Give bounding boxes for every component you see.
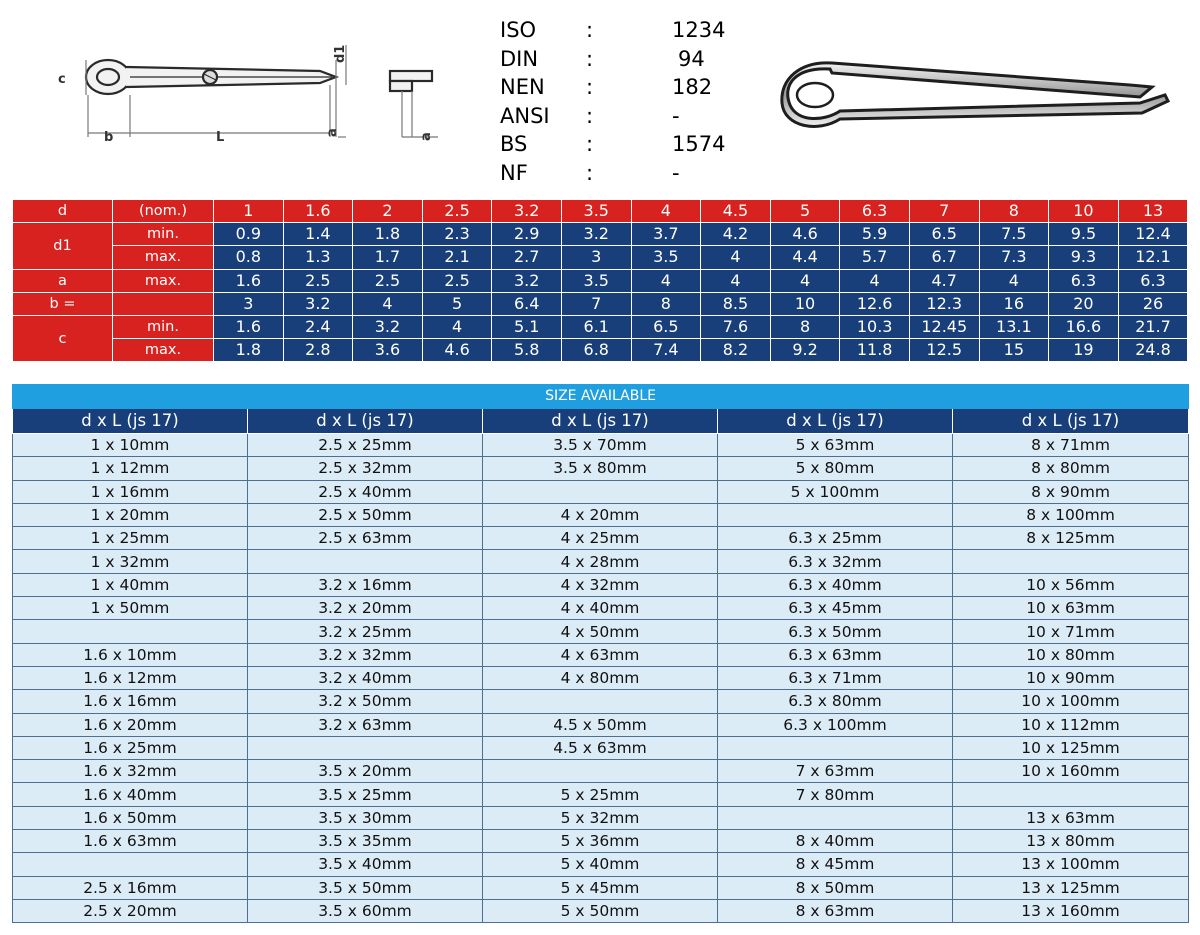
standard-value: 1574 — [672, 132, 726, 157]
spec-value: 3.2 — [561, 223, 631, 246]
spec-value: 8 — [770, 315, 840, 338]
size-cell: 1 x 20mm — [13, 503, 248, 526]
spec-value: 4.2 — [701, 223, 771, 246]
spec-value: 7.4 — [631, 339, 701, 362]
table-row — [13, 597, 1189, 620]
size-cell: 13 x 125mm — [953, 876, 1189, 899]
size-cell: 5 x 40mm — [483, 853, 718, 876]
size-cell: 5 x 50mm — [483, 899, 718, 922]
table-row — [13, 830, 1189, 853]
spec-value: 2.5 — [422, 269, 492, 292]
table-row — [13, 899, 1189, 922]
spec-value: 4 — [701, 246, 771, 269]
spec-value: 3.5 — [561, 269, 631, 292]
size-cell: 4.5 x 63mm — [483, 736, 718, 759]
size-cell: 3.5 x 70mm — [483, 434, 718, 457]
spec-row-sublabel: min. — [113, 315, 214, 338]
spec-value: 12.45 — [909, 315, 979, 338]
table-row — [13, 620, 1189, 643]
spec-value: 4 — [631, 269, 701, 292]
table-row — [13, 806, 1189, 829]
size-cell: 1.6 x 32mm — [13, 760, 248, 783]
table-row — [13, 876, 1189, 899]
size-cell: 1.6 x 63mm — [13, 830, 248, 853]
table-row — [13, 503, 1189, 526]
spec-value: 7.3 — [979, 246, 1049, 269]
spec-value: 12.6 — [840, 292, 910, 315]
spec-value: 2.5 — [353, 269, 423, 292]
spec-row-d — [13, 200, 1188, 223]
size-cell: 1 x 16mm — [13, 480, 248, 503]
size-cell: 1.6 x 20mm — [13, 713, 248, 736]
spec-row-label: d — [13, 200, 113, 223]
spec-value: 2.9 — [492, 223, 562, 246]
column-header: d x L (js 17) — [13, 409, 248, 434]
table-title: SIZE AVAILABLE — [13, 385, 1189, 409]
size-cell: 8 x 90mm — [953, 480, 1189, 503]
spec-value: 1.8 — [353, 223, 423, 246]
spec-value: 13.1 — [979, 315, 1049, 338]
size-cell: 6.3 x 71mm — [718, 666, 953, 689]
size-cell: 4.5 x 50mm — [483, 713, 718, 736]
size-cell: 5 x 63mm — [718, 434, 953, 457]
spec-row-sublabel: max. — [113, 339, 214, 362]
size-cell: 13 x 100mm — [953, 853, 1189, 876]
table-row — [13, 713, 1189, 736]
size-cell: 3.2 x 20mm — [248, 597, 483, 620]
standard-row-din — [500, 45, 760, 74]
size-cell — [483, 690, 718, 713]
standard-value: 1234 — [672, 18, 726, 42]
size-cell: 3.5 x 80mm — [483, 457, 718, 480]
spec-value: 6.3 — [840, 200, 910, 223]
spec-value: 6.3 — [1118, 269, 1188, 292]
standard-name: NEN — [500, 75, 545, 100]
standard-value: - — [672, 103, 680, 128]
spec-value: 7.6 — [701, 315, 771, 338]
spec-value: 12.5 — [909, 339, 979, 362]
size-cell — [953, 783, 1189, 806]
spec-value: 9.3 — [1049, 246, 1119, 269]
spec-value: 6.1 — [561, 315, 631, 338]
size-cell: 10 x 56mm — [953, 573, 1189, 596]
size-cell: 4 x 20mm — [483, 503, 718, 526]
size-cell: 3.2 x 16mm — [248, 573, 483, 596]
size-cell — [718, 503, 953, 526]
spec-value: 2.5 — [422, 200, 492, 223]
column-header: d x L (js 17) — [483, 409, 718, 434]
size-cell: 2.5 x 50mm — [248, 503, 483, 526]
standard-row-nf — [500, 159, 760, 188]
standard-colon: : — [586, 103, 594, 128]
spec-value: 2 — [353, 200, 423, 223]
spec-value: 9.5 — [1049, 223, 1119, 246]
table-row — [13, 736, 1189, 759]
standard-colon: : — [586, 46, 594, 71]
spec-value: 4 — [631, 200, 701, 223]
spec-value: 1.8 — [214, 339, 284, 362]
spec-value: 21.7 — [1118, 315, 1188, 338]
size-cell: 7 x 63mm — [718, 760, 953, 783]
spec-row-c-min — [13, 315, 1188, 338]
spec-value: 8 — [631, 292, 701, 315]
diagram-label-L: L — [216, 130, 225, 145]
spec-row-d1-max — [13, 246, 1188, 269]
standard-row-iso — [500, 16, 760, 45]
spec-value: 7.5 — [979, 223, 1049, 246]
size-cell: 4 x 80mm — [483, 666, 718, 689]
standard-name: DIN — [500, 46, 539, 71]
standard-row-nen — [500, 73, 760, 102]
spec-value: 5.8 — [492, 339, 562, 362]
spec-value: 2.4 — [283, 315, 353, 338]
standard-value: - — [672, 160, 680, 185]
size-cell: 5 x 36mm — [483, 830, 718, 853]
size-cell: 10 x 125mm — [953, 736, 1189, 759]
spec-value: 3.6 — [353, 339, 423, 362]
size-cell: 8 x 125mm — [953, 527, 1189, 550]
size-cell: 10 x 71mm — [953, 620, 1189, 643]
size-cell: 1 x 12mm — [13, 457, 248, 480]
spec-value: 6.7 — [909, 246, 979, 269]
size-cell: 3.2 x 40mm — [248, 666, 483, 689]
standard-name: BS — [500, 132, 528, 157]
spec-value: 4 — [770, 269, 840, 292]
spec-value: 16 — [979, 292, 1049, 315]
size-cell: 2.5 x 63mm — [248, 527, 483, 550]
table-row — [13, 643, 1189, 666]
size-cell: 5 x 45mm — [483, 876, 718, 899]
spec-value: 8.2 — [701, 339, 771, 362]
size-cell: 10 x 100mm — [953, 690, 1189, 713]
size-cell: 3.5 x 50mm — [248, 876, 483, 899]
table-row — [13, 760, 1189, 783]
table-row — [13, 527, 1189, 550]
size-cell: 5 x 100mm — [718, 480, 953, 503]
spec-value: 2.1 — [422, 246, 492, 269]
size-cell: 6.3 x 80mm — [718, 690, 953, 713]
size-cell — [248, 550, 483, 573]
spec-value: 9.2 — [770, 339, 840, 362]
size-cell: 6.3 x 50mm — [718, 620, 953, 643]
size-cell: 1.6 x 16mm — [13, 690, 248, 713]
spec-value: 3.2 — [353, 315, 423, 338]
standard-colon: : — [586, 132, 594, 157]
spec-value: 6.8 — [561, 339, 631, 362]
size-cell: 13 x 63mm — [953, 806, 1189, 829]
spec-value: 3.7 — [631, 223, 701, 246]
spec-value: 4 — [840, 269, 910, 292]
sizes-available-table — [12, 384, 1189, 923]
spec-row-sublabel: max. — [113, 269, 214, 292]
spec-value: 3.2 — [492, 269, 562, 292]
size-cell: 3.5 x 40mm — [248, 853, 483, 876]
spec-row-c-max — [13, 339, 1188, 362]
spec-value: 3.5 — [631, 246, 701, 269]
spec-row-label: c — [13, 315, 113, 361]
size-cell: 2.5 x 20mm — [13, 899, 248, 922]
size-cell: 13 x 160mm — [953, 899, 1189, 922]
spec-value: 2.7 — [492, 246, 562, 269]
table-row — [13, 480, 1189, 503]
size-cell: 8 x 45mm — [718, 853, 953, 876]
size-cell: 10 x 160mm — [953, 760, 1189, 783]
standard-colon: : — [586, 75, 594, 100]
spec-row-label: d1 — [13, 223, 113, 269]
spec-value: 4 — [979, 269, 1049, 292]
cotter-pin-product-image — [770, 55, 1180, 145]
size-cell: 3.2 x 63mm — [248, 713, 483, 736]
standard-value: 94 — [678, 46, 705, 71]
size-cell: 3.5 x 30mm — [248, 806, 483, 829]
size-cell — [483, 760, 718, 783]
column-header: d x L (js 17) — [248, 409, 483, 434]
size-cell: 1 x 10mm — [13, 434, 248, 457]
size-cell: 1.6 x 12mm — [13, 666, 248, 689]
size-cell — [248, 736, 483, 759]
spec-value: 12.1 — [1118, 246, 1188, 269]
size-cell: 1 x 25mm — [13, 527, 248, 550]
size-cell: 1 x 32mm — [13, 550, 248, 573]
size-cell: 6.3 x 100mm — [718, 713, 953, 736]
table-row — [13, 666, 1189, 689]
column-header: d x L (js 17) — [718, 409, 953, 434]
standard-row-ansi — [500, 102, 760, 131]
size-cell: 4 x 28mm — [483, 550, 718, 573]
size-cell: 3.5 x 60mm — [248, 899, 483, 922]
spec-value: 8 — [979, 200, 1049, 223]
size-cell: 3.5 x 25mm — [248, 783, 483, 806]
size-cell — [13, 853, 248, 876]
spec-value: 8.5 — [701, 292, 771, 315]
spec-value: 4 — [353, 292, 423, 315]
size-cell: 6.3 x 45mm — [718, 597, 953, 620]
size-cell: 2.5 x 16mm — [13, 876, 248, 899]
size-cell — [718, 736, 953, 759]
size-cell: 8 x 80mm — [953, 457, 1189, 480]
size-cell: 6.3 x 25mm — [718, 527, 953, 550]
spec-value: 3 — [561, 246, 631, 269]
size-cell: 13 x 80mm — [953, 830, 1189, 853]
spec-row-label: b = — [13, 292, 113, 315]
column-header: d x L (js 17) — [953, 409, 1189, 434]
standard-row-bs — [500, 130, 760, 159]
size-cell — [953, 550, 1189, 573]
size-cell: 1 x 50mm — [13, 597, 248, 620]
standard-value: 182 — [672, 75, 713, 100]
spec-value: 4 — [701, 269, 771, 292]
spec-row-d1-min — [13, 223, 1188, 246]
size-cell: 6.3 x 32mm — [718, 550, 953, 573]
size-cell: 5 x 32mm — [483, 806, 718, 829]
size-cell: 8 x 100mm — [953, 503, 1189, 526]
spec-value: 10.3 — [840, 315, 910, 338]
spec-value: 6.4 — [492, 292, 562, 315]
diagram-label-a: a — [325, 128, 340, 137]
table-row — [13, 690, 1189, 713]
spec-value: 12.4 — [1118, 223, 1188, 246]
size-cell: 4 x 40mm — [483, 597, 718, 620]
size-cell: 1.6 x 10mm — [13, 643, 248, 666]
standards-list — [500, 16, 760, 188]
spec-row-sublabel: (nom.) — [113, 200, 214, 223]
spec-value: 19 — [1049, 339, 1119, 362]
spec-value: 3.2 — [283, 292, 353, 315]
size-cell: 5 x 80mm — [718, 457, 953, 480]
size-cell: 7 x 80mm — [718, 783, 953, 806]
size-cell: 3.5 x 35mm — [248, 830, 483, 853]
spec-value: 4.6 — [770, 223, 840, 246]
spec-value: 4.4 — [770, 246, 840, 269]
size-cell: 3.5 x 20mm — [248, 760, 483, 783]
standard-name: ISO — [500, 18, 537, 42]
diagram-label-c: c — [58, 72, 66, 87]
size-cell: 5 x 25mm — [483, 783, 718, 806]
size-cell — [13, 620, 248, 643]
standard-colon: : — [586, 160, 594, 185]
spec-value: 7 — [909, 200, 979, 223]
spec-value: 7 — [561, 292, 631, 315]
size-cell: 4 x 50mm — [483, 620, 718, 643]
spec-value: 5 — [770, 200, 840, 223]
size-cell: 8 x 40mm — [718, 830, 953, 853]
spec-row-label: a — [13, 269, 113, 292]
table-row — [13, 783, 1189, 806]
size-cell: 10 x 90mm — [953, 666, 1189, 689]
spec-value: 15 — [979, 339, 1049, 362]
spec-value: 2.8 — [283, 339, 353, 362]
size-cell: 1 x 40mm — [13, 573, 248, 596]
size-cell: 10 x 63mm — [953, 597, 1189, 620]
size-cell — [483, 480, 718, 503]
spec-row-b — [13, 292, 1188, 315]
spec-row-a — [13, 269, 1188, 292]
diagram-label-d1: d1 — [333, 44, 348, 63]
size-cell: 6.3 x 40mm — [718, 573, 953, 596]
spec-value: 24.8 — [1118, 339, 1188, 362]
spec-value: 11.8 — [840, 339, 910, 362]
spec-value: 3.5 — [561, 200, 631, 223]
spec-value: 4.5 — [701, 200, 771, 223]
spec-value: 1.6 — [283, 200, 353, 223]
table-row — [13, 457, 1189, 480]
size-cell: 8 x 63mm — [718, 899, 953, 922]
spec-value: 4.6 — [422, 339, 492, 362]
standard-name: NF — [500, 160, 528, 185]
table-row — [13, 853, 1189, 876]
spec-value: 16.6 — [1049, 315, 1119, 338]
spec-value: 10 — [1049, 200, 1119, 223]
spec-value: 5.9 — [840, 223, 910, 246]
spec-value: 5 — [422, 292, 492, 315]
size-cell: 2.5 x 32mm — [248, 457, 483, 480]
spec-value: 1.4 — [283, 223, 353, 246]
size-cell: 3.2 x 25mm — [248, 620, 483, 643]
spec-value: 2.5 — [283, 269, 353, 292]
size-cell: 8 x 50mm — [718, 876, 953, 899]
spec-value: 26 — [1118, 292, 1188, 315]
spec-value: 12.3 — [909, 292, 979, 315]
spec-value: 10 — [770, 292, 840, 315]
spec-row-sublabel: min. — [113, 223, 214, 246]
spec-row-sublabel: max. — [113, 246, 214, 269]
spec-value: 6.5 — [631, 315, 701, 338]
size-cell: 2.5 x 40mm — [248, 480, 483, 503]
spec-value: 1 — [214, 200, 284, 223]
standard-name: ANSI — [500, 103, 550, 128]
spec-row-sublabel — [113, 292, 214, 315]
spec-value: 5.1 — [492, 315, 562, 338]
dimension-table — [12, 199, 1188, 362]
spec-value: 1.6 — [214, 315, 284, 338]
size-cell: 1.6 x 40mm — [13, 783, 248, 806]
spec-value: 2.3 — [422, 223, 492, 246]
cotter-pin-dimension-diagram — [40, 25, 460, 165]
spec-value: 0.9 — [214, 223, 284, 246]
table-row — [13, 550, 1189, 573]
spec-value: 1.3 — [283, 246, 353, 269]
spec-value: 1.6 — [214, 269, 284, 292]
size-cell: 2.5 x 25mm — [248, 434, 483, 457]
size-cell: 4 x 63mm — [483, 643, 718, 666]
size-cell: 10 x 112mm — [953, 713, 1189, 736]
size-cell: 4 x 25mm — [483, 527, 718, 550]
size-cell: 1.6 x 25mm — [13, 736, 248, 759]
size-cell: 3.2 x 32mm — [248, 643, 483, 666]
spec-value: 3.2 — [492, 200, 562, 223]
spec-value: 13 — [1118, 200, 1188, 223]
spec-value: 1.7 — [353, 246, 423, 269]
diagram-label-a-side: a — [419, 132, 434, 141]
spec-value: 6.3 — [1049, 269, 1119, 292]
size-cell: 1.6 x 50mm — [13, 806, 248, 829]
spec-value: 4.7 — [909, 269, 979, 292]
table-row — [13, 434, 1189, 457]
diagram-label-b: b — [104, 130, 114, 145]
spec-value: 4 — [422, 315, 492, 338]
size-cell: 10 x 80mm — [953, 643, 1189, 666]
size-cell — [718, 806, 953, 829]
size-cell: 6.3 x 63mm — [718, 643, 953, 666]
spec-value: 3 — [214, 292, 284, 315]
spec-value: 5.7 — [840, 246, 910, 269]
size-cell: 3.2 x 50mm — [248, 690, 483, 713]
spec-value: 0.8 — [214, 246, 284, 269]
table-row — [13, 573, 1189, 596]
spec-value: 6.5 — [909, 223, 979, 246]
size-cell: 8 x 71mm — [953, 434, 1189, 457]
standard-colon: : — [586, 18, 594, 42]
size-cell: 4 x 32mm — [483, 573, 718, 596]
spec-value: 20 — [1049, 292, 1119, 315]
